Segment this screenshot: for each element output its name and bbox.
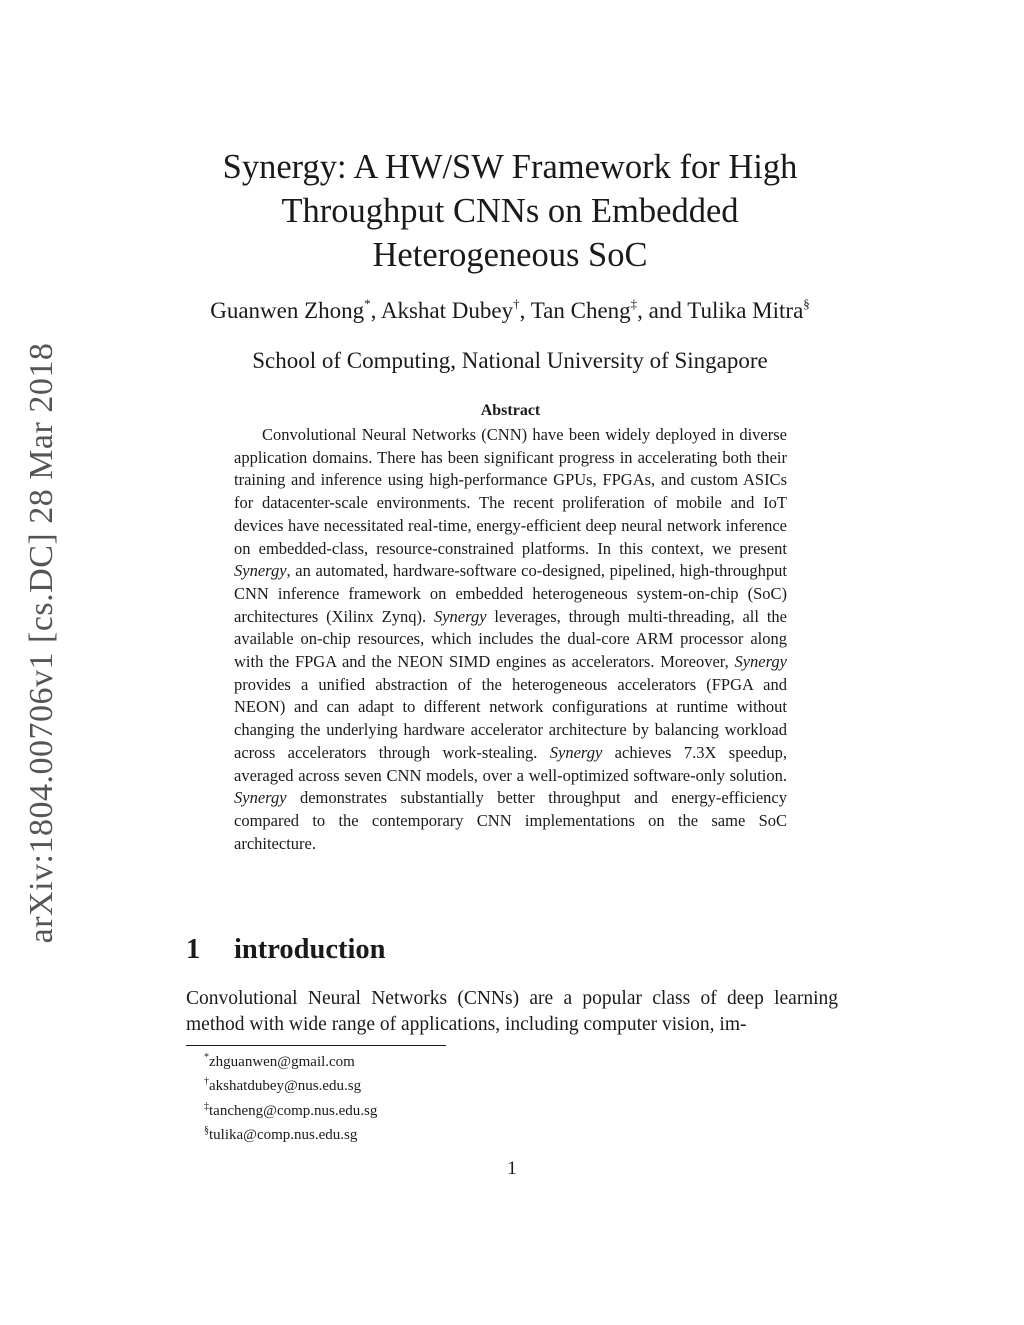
abstract-text: Convolutional Neural Networks (CNN) have been widely deployed in diverse application domains. There has been significant progress in accelerating both their training and inference using high-performance GPUs, FPGAs, and custom ASICs for datacenter-scale environments. The recent proliferation of mobile and IoT devices have necessitated real-time, energy-efficient deep neural network inference on embedded-class, resource-constrained platforms. In this context, we present xyxy=(234,425,787,558)
section-number: 1 xyxy=(186,934,201,965)
system-name: Synergy xyxy=(234,561,287,581)
footnote xyxy=(204,1097,377,1121)
abstract-text: provides a unified abstraction of the heterogeneous accelerators (FPGA and NEON) and can adapt to different network configurations at runtime without changing the underlying hardware accelerator architecture by balancing workload across accelerators through work-stealing. xyxy=(234,674,787,762)
abstract-text: demonstrates substantially better throughput and energy-efficiency compared to the contemporary CNN implementations on the same SoC architecture. xyxy=(234,788,787,853)
system-name: Synergy xyxy=(234,788,287,808)
author-name: Tan Cheng xyxy=(530,298,631,323)
footnote-mark: * xyxy=(204,1052,209,1063)
author-separator: , and xyxy=(637,298,688,323)
author-separator: , xyxy=(370,298,381,323)
footnote xyxy=(204,1121,377,1145)
footnote-mark: § xyxy=(204,1124,209,1136)
introduction-body xyxy=(186,986,838,1038)
author-footnote-mark: † xyxy=(513,296,520,311)
author-name: Tulika Mitra xyxy=(687,298,804,323)
system-name: Synergy xyxy=(433,606,487,626)
author-separator: , xyxy=(519,298,531,323)
footnote-email: tancheng@comp.nus.edu.sg xyxy=(209,1102,378,1119)
arxiv-identifier: arXiv:1804.00706v1 [cs.DC] 28 Mar 2018 xyxy=(23,342,60,944)
title-line: Heterogeneous SoC xyxy=(372,236,648,274)
page-number: 1 xyxy=(507,1158,517,1179)
author-footnote-mark: ‡ xyxy=(630,296,638,311)
abstract-text: leverages, through multi-threading, all the available on-chip resources, which includes the dual-core ARM processor along with the FPGA and the NEON SIMD engines as accelerators. Moreover, xyxy=(234,606,787,672)
author-name: Guanwen Zhong xyxy=(210,298,365,323)
abstract-text: achieves 7.3X speedup, averaged across seven CNN models, over a well-optimized software-only solution. xyxy=(234,742,787,785)
footnote-email: akshatdubey@nus.edu.sg xyxy=(209,1078,362,1095)
section-heading xyxy=(186,934,386,966)
footnote-mark: ‡ xyxy=(204,1100,209,1112)
footnote-divider xyxy=(186,1045,446,1046)
abstract-paragraph xyxy=(234,424,787,855)
paper-title xyxy=(150,145,870,277)
author-list xyxy=(100,296,920,324)
abstract-text: , an automated, hardware-software co-designed, pipelined, high-throughput CNN inference framework on embedded heterogeneous system-on-chip (SoC) architectures (Xilinx Zynq). xyxy=(234,561,787,626)
footnote xyxy=(204,1048,377,1072)
author-footnote-mark: * xyxy=(364,296,371,311)
affiliation: School of Computing, National University of Singapore xyxy=(252,348,768,373)
title-line: Throughput CNNs on Embedded xyxy=(281,192,739,230)
abstract-body xyxy=(234,424,787,855)
author-name: Akshat Dubey xyxy=(380,298,514,323)
intro-paragraph: Convolutional Neural Networks (CNNs) are a popular class of deep learning method with wide range of applications, including computer vision, im- xyxy=(186,988,838,1035)
footnote-email: zhguanwen@gmail.com xyxy=(209,1054,355,1070)
abstract-heading: Abstract xyxy=(480,402,541,419)
arxiv-sidebar xyxy=(20,343,64,943)
section-title: introduction xyxy=(234,934,386,965)
footnotes xyxy=(204,1048,377,1145)
footnote xyxy=(204,1072,377,1096)
system-name: Synergy xyxy=(734,652,787,672)
footnote-mark: † xyxy=(204,1076,209,1088)
author-footnote-mark: § xyxy=(803,296,810,311)
system-name: Synergy xyxy=(549,742,603,762)
footnote-email: tulika@comp.nus.edu.sg xyxy=(209,1126,358,1143)
title-line: Synergy: A HW/SW Framework for High xyxy=(222,148,798,186)
